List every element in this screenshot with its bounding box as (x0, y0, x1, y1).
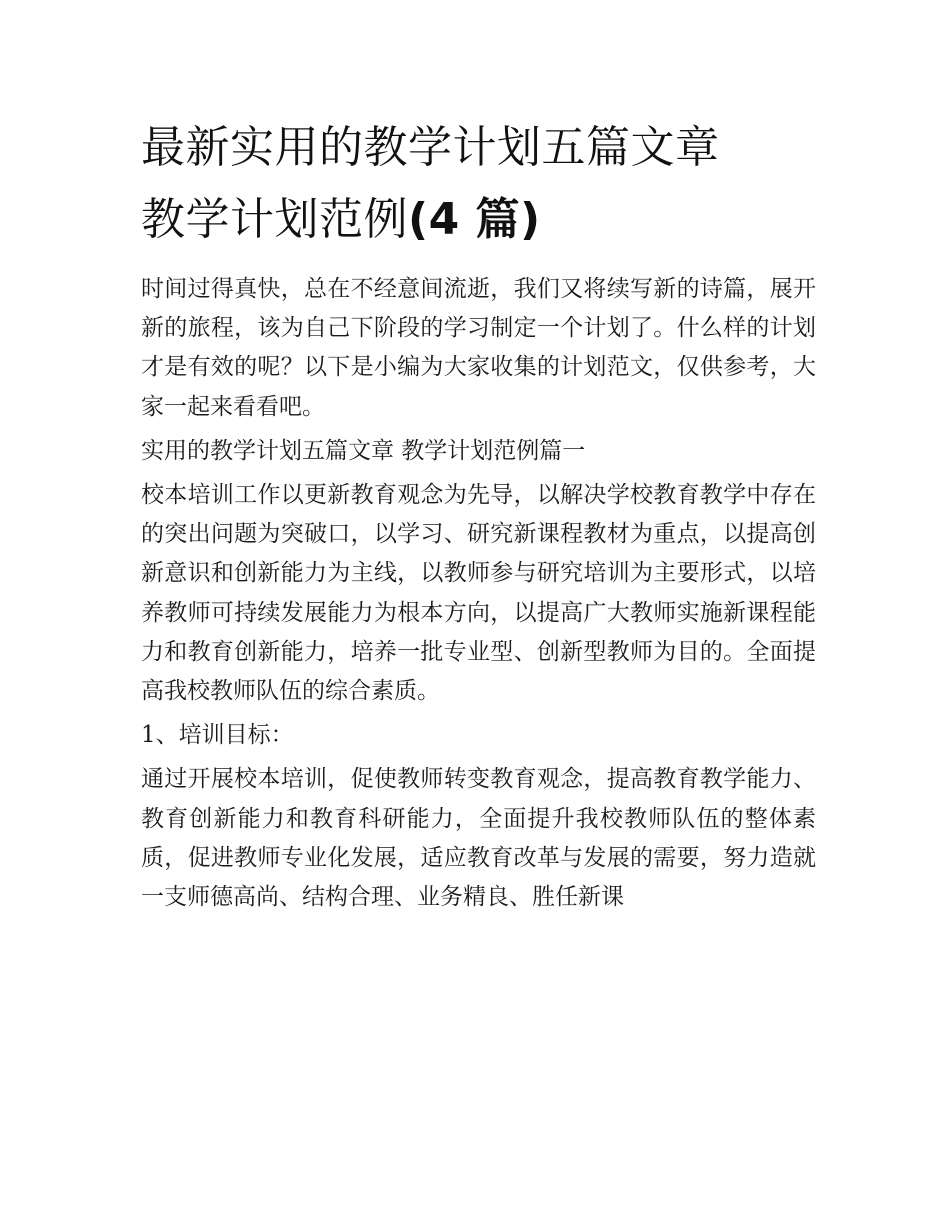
section-heading: 实用的教学计划五篇文章 教学计划范例篇一 (141, 437, 586, 464)
title-count: (4 篇) (408, 194, 541, 245)
body-paragraph: 通过开展校本培训，促使教师转变教育观念，提高教育教学能力、教育创新能力和教育科研能力，全面提升我校教师队伍的整体素质，促进教师专业化发展，适应教育改革与发展的需要，努力造就一支师德高尚、结构合理、业务精良、胜任新课 (141, 766, 816, 911)
title-line-1: 最新实用的教学计划五篇文章 (141, 122, 720, 173)
title-line-2: 教学计划范例 (141, 194, 408, 245)
intro-paragraph: 时间过得真快，总在不经意间流逝，我们又将续写新的诗篇，展开新的旅程，该为自己下阶段的学习制定一个计划了。什么样的计划才是有效的呢？以下是小编为大家收集的计划范文，仅供参考，大家一起来看看吧。 (141, 276, 816, 420)
document-title (141, 112, 816, 256)
document-body (141, 112, 816, 917)
subsection-heading: 1、培训目标： (141, 722, 294, 749)
body-paragraph: 校本培训工作以更新教育观念为先导，以解决学校教育教学中存在的突出问题为突破口，以学习、研究新课程教材为重点，以提高创新意识和创新能力为主线，以教师参与研究培训为主要形式，以培养教师可持续发展能力为根本方向，以提高广大教师实施新课程能力和教育创新能力，培养一批专业型、创新型教师为目的。全面提高我校教师队伍的综合素质。 (141, 482, 816, 705)
